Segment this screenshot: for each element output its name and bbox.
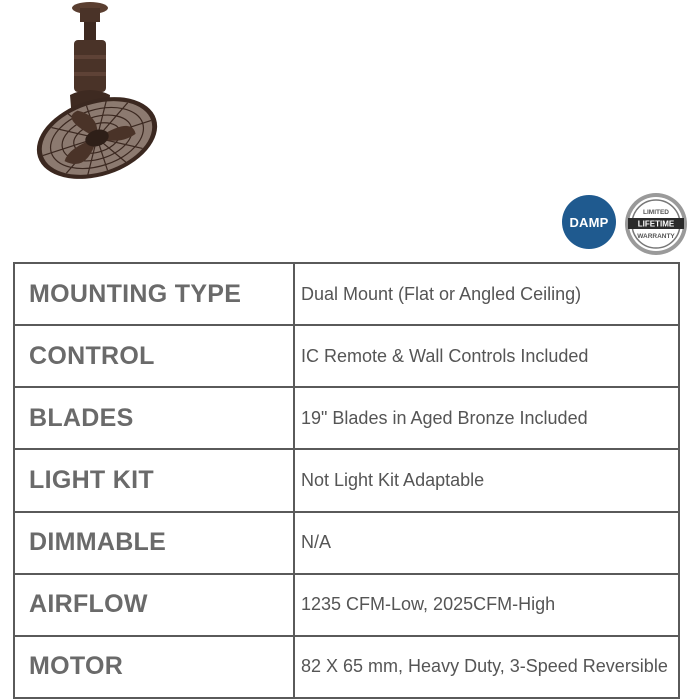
warranty-top-text: LIMITED [643, 209, 669, 216]
warranty-seal-icon [624, 192, 688, 256]
spec-value: 1235 CFM-Low, 2025CFM-High [294, 574, 679, 636]
spec-value: 82 X 65 mm, Heavy Duty, 3-Speed Reversible [294, 636, 679, 698]
spec-label: CONTROL [14, 325, 294, 387]
warranty-middle-text: LIFETIME [637, 219, 675, 229]
spec-label: LIGHT KIT [14, 449, 294, 511]
spec-value: N/A [294, 512, 679, 574]
spec-label: MOUNTING TYPE [14, 263, 294, 325]
spec-label: MOTOR [14, 636, 294, 698]
ceiling-fan-image [30, 0, 165, 185]
damp-badge-label: DAMP [569, 214, 609, 230]
spec-row-airflow [14, 574, 679, 636]
spec-value: 19" Blades in Aged Bronze Included [294, 387, 679, 449]
spec-row-motor [14, 636, 679, 698]
spec-value: Dual Mount (Flat or Angled Ceiling) [294, 263, 679, 325]
spec-row-light-kit [14, 449, 679, 511]
spec-label: BLADES [14, 387, 294, 449]
spec-row-blades [14, 387, 679, 449]
spec-row-mounting-type [14, 263, 679, 325]
spec-label: AIRFLOW [14, 574, 294, 636]
spec-value: IC Remote & Wall Controls Included [294, 325, 679, 387]
spec-row-control [14, 325, 679, 387]
spec-value: Not Light Kit Adaptable [294, 449, 679, 511]
spec-table [13, 262, 680, 699]
spec-row-dimmable [14, 512, 679, 574]
warranty-bottom-text: WARRANTY [637, 233, 675, 240]
damp-rating-badge [562, 195, 616, 249]
spec-label: DIMMABLE [14, 512, 294, 574]
